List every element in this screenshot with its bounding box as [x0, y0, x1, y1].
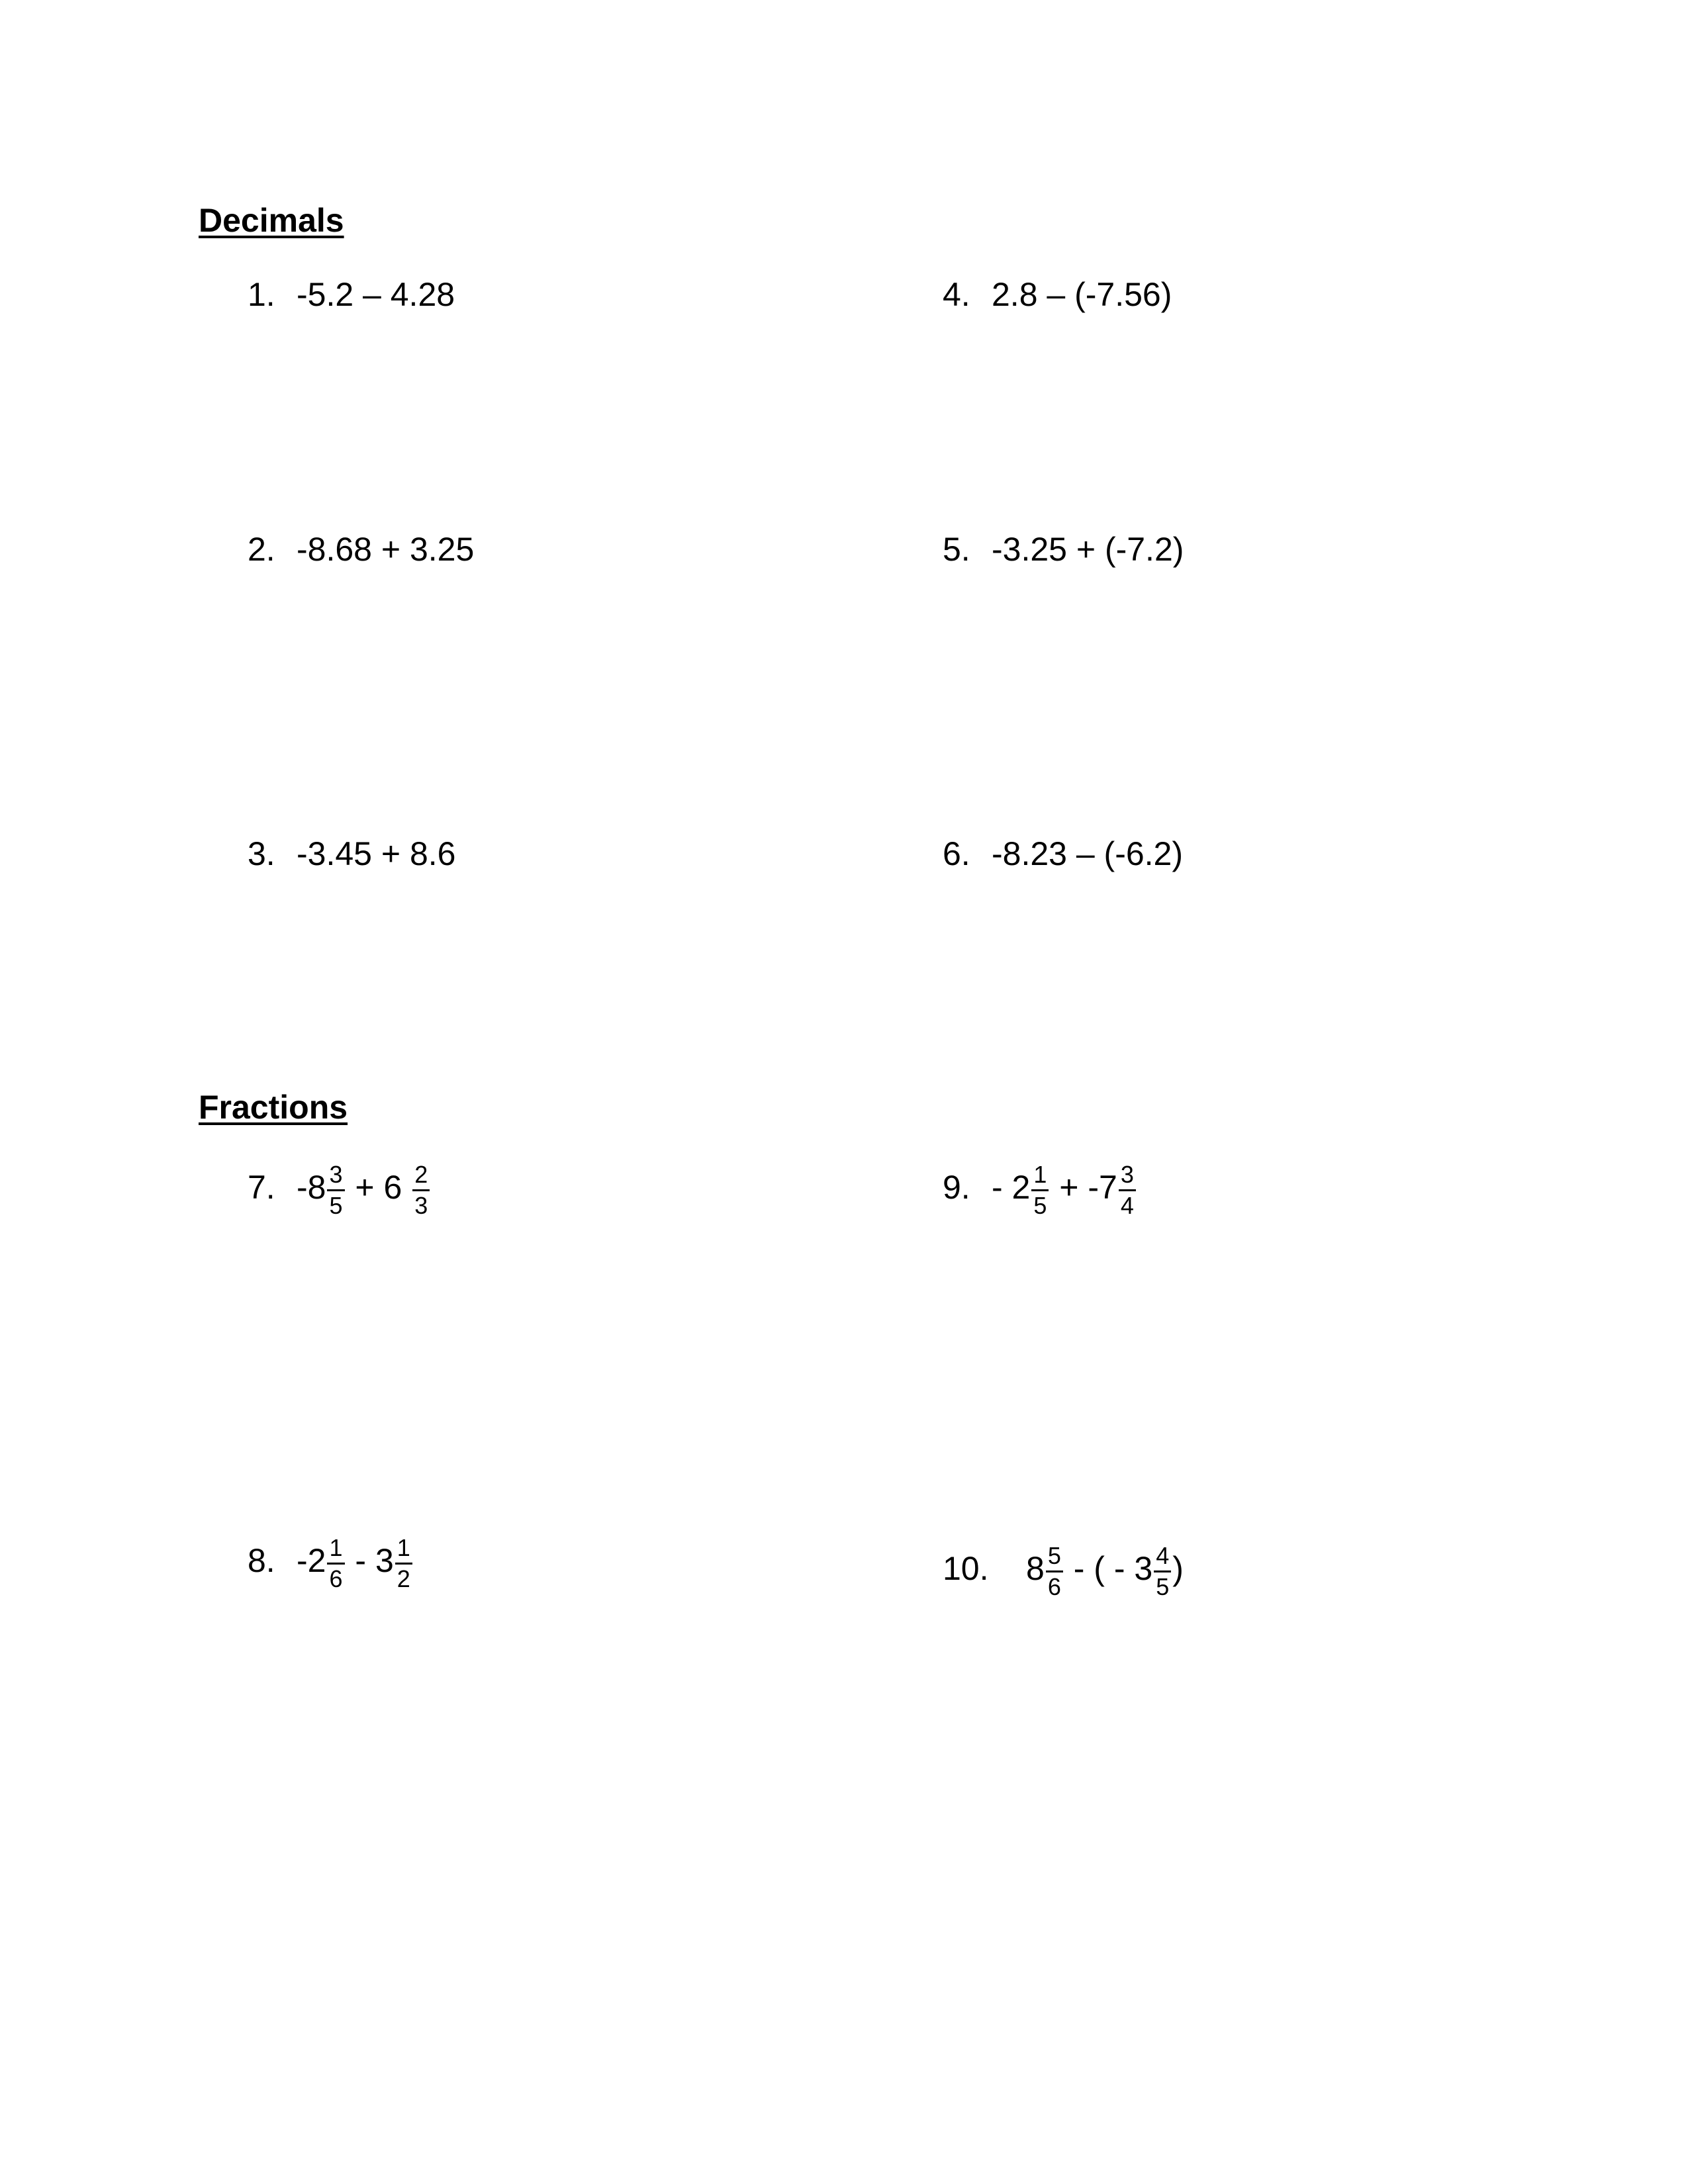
- denominator: 5: [1033, 1191, 1047, 1219]
- whole-part: -7: [1088, 1169, 1117, 1206]
- numerator: 1: [395, 1535, 412, 1565]
- fraction: [327, 1535, 344, 1592]
- numerator: 4: [1154, 1543, 1171, 1572]
- whole-part: 3: [375, 1542, 394, 1580]
- problem-number: 8.: [248, 1542, 275, 1580]
- whole-part: -2: [297, 1542, 326, 1580]
- operator: -: [346, 1542, 375, 1580]
- whole-part: 6: [383, 1169, 412, 1206]
- problem-number: 9.: [943, 1169, 970, 1206]
- problem-5: [943, 533, 1184, 566]
- fraction: [412, 1162, 430, 1218]
- problem-1: [248, 278, 455, 311]
- problem-number: 6.: [943, 835, 970, 872]
- problem-expression: -3.25 + (-7.2): [992, 531, 1184, 568]
- fraction: [1154, 1543, 1171, 1600]
- fractions-heading: Fractions: [199, 1089, 348, 1126]
- numerator: 5: [1046, 1543, 1063, 1572]
- denominator: 5: [1156, 1572, 1170, 1600]
- fraction: [395, 1535, 412, 1592]
- denominator: 4: [1120, 1191, 1134, 1219]
- problem-expression: [1026, 1541, 1184, 1600]
- problem-expression: [992, 1160, 1137, 1219]
- decimals-heading: Decimals: [199, 202, 344, 239]
- problem-number: 10.: [943, 1550, 989, 1588]
- problem-8: [248, 1533, 414, 1592]
- fraction: [327, 1162, 344, 1218]
- fraction: [1046, 1543, 1063, 1600]
- problem-number: 4.: [943, 276, 970, 313]
- denominator: 3: [414, 1191, 428, 1219]
- whole-part: 8: [1026, 1550, 1045, 1588]
- whole-part: -8: [297, 1169, 326, 1206]
- problem-7: [248, 1160, 431, 1219]
- problem-expression: 2.8 – (-7.56): [992, 276, 1172, 313]
- problem-number: 2.: [248, 531, 275, 568]
- problem-expression: -8.68 + 3.25: [297, 531, 475, 568]
- numerator: 1: [1031, 1162, 1049, 1191]
- problem-number: 3.: [248, 835, 275, 872]
- operator: +: [346, 1169, 384, 1206]
- operator: +: [1050, 1169, 1088, 1206]
- problem-6: [943, 837, 1183, 870]
- problem-9: [943, 1160, 1137, 1219]
- numerator: 2: [412, 1162, 430, 1191]
- denominator: 5: [329, 1191, 343, 1219]
- problem-expression: -8.23 – (-6.2): [992, 835, 1184, 872]
- problem-number: 1.: [248, 276, 275, 313]
- operator: - (: [1064, 1550, 1114, 1588]
- problem-number: 5.: [943, 531, 970, 568]
- problem-number: 7.: [248, 1169, 275, 1206]
- fraction: [1031, 1162, 1049, 1218]
- closing-text: ): [1172, 1550, 1184, 1588]
- problem-4: [943, 278, 1172, 311]
- problem-2: [248, 533, 474, 566]
- numerator: 1: [327, 1535, 344, 1565]
- whole-part: - 2: [992, 1169, 1031, 1206]
- problem-expression: -3.45 + 8.6: [297, 835, 456, 872]
- numerator: 3: [327, 1162, 344, 1191]
- denominator: 2: [397, 1565, 410, 1592]
- problem-expression: [297, 1533, 414, 1592]
- problem-expression: [297, 1160, 431, 1219]
- denominator: 6: [329, 1565, 343, 1592]
- whole-part: - 3: [1113, 1550, 1153, 1588]
- problem-3: [248, 837, 455, 870]
- numerator: 3: [1119, 1162, 1136, 1191]
- fraction: [1119, 1162, 1136, 1218]
- problem-expression: -5.2 – 4.28: [297, 276, 455, 313]
- problem-10: [943, 1541, 1184, 1600]
- denominator: 6: [1047, 1572, 1061, 1600]
